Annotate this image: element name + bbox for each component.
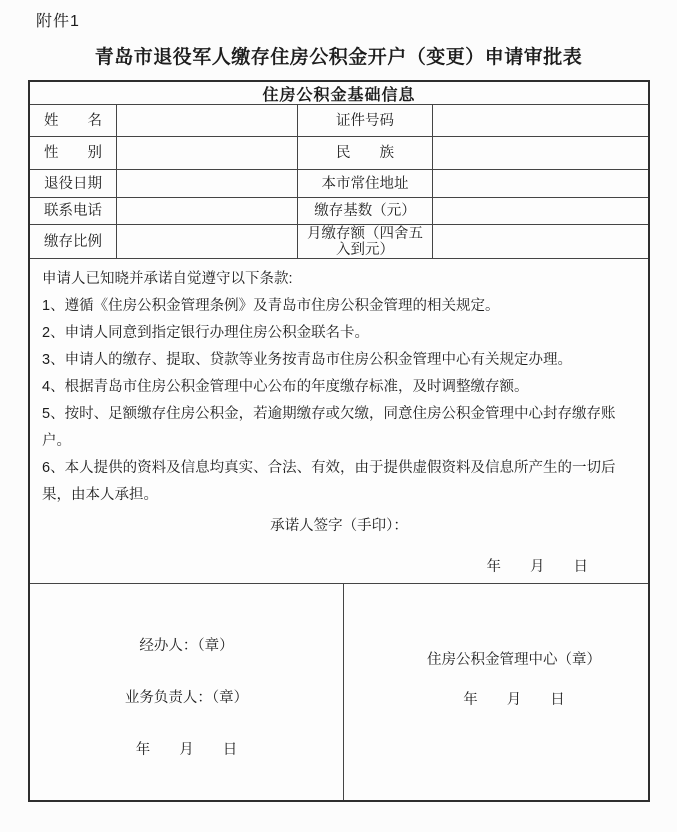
- field-label-monthly-amount: 月缴存额（四舍五入到元）: [298, 225, 433, 258]
- promisor-date-line[interactable]: 年 月 日: [486, 559, 588, 575]
- promisor-signature-label[interactable]: 承诺人签字（手印）：: [270, 518, 408, 534]
- field-value-residence-address[interactable]: [433, 170, 648, 197]
- field-label-ethnicity: 民 族: [298, 137, 433, 169]
- field-value-deposit-ratio[interactable]: [117, 225, 298, 258]
- table-row-gender-ethnicity: [30, 137, 648, 170]
- fund-center-date-line[interactable]: 年 月 日: [463, 692, 565, 708]
- field-label-deposit-base: 缴存基数（元）: [298, 198, 433, 224]
- field-label-deposit-ratio: 缴存比例: [30, 225, 117, 258]
- terms-intro: 申请人已知晓并承诺自觉遵守以下条款:: [42, 271, 293, 287]
- approval-handler-cell: [30, 584, 344, 800]
- field-label-retirement-date: 退役日期: [30, 170, 117, 197]
- table-row-ratio-monthly: [30, 225, 648, 259]
- terms-and-commitment-section: [30, 259, 648, 584]
- terms-item-2: 2、申请人同意到指定银行办理住房公积金联名卡。: [42, 325, 370, 341]
- table-row-phone-base: [30, 198, 648, 225]
- supervisor-seal-label: 业务负责人：（章）: [124, 690, 249, 706]
- field-value-deposit-base[interactable]: [433, 198, 648, 224]
- field-value-phone[interactable]: [117, 198, 298, 224]
- field-value-name[interactable]: [117, 105, 298, 136]
- field-value-id-number[interactable]: [433, 105, 648, 136]
- field-value-ethnicity[interactable]: [433, 137, 648, 169]
- terms-item-1: 1、遵循《住房公积金管理条例》及青岛市住房公积金管理的相关规定。: [42, 298, 500, 314]
- terms-item-3: 3、申请人的缴存、提取、贷款等业务按青岛市住房公积金管理中心有关规定办理。: [42, 352, 573, 368]
- field-value-gender[interactable]: [117, 137, 298, 169]
- approval-center-cell: [362, 584, 666, 800]
- handler-seal-label: 经办人：（章）: [139, 638, 234, 654]
- field-label-residence-address: 本市常住地址: [298, 170, 433, 197]
- field-value-monthly-amount[interactable]: [433, 225, 648, 258]
- field-label-name: 姓 名: [30, 105, 117, 136]
- field-label-phone: 联系电话: [30, 198, 117, 224]
- table-row-retirement-address: [30, 170, 648, 198]
- attachment-label: 附件1: [36, 13, 80, 30]
- handler-date-line[interactable]: 年 月 日: [135, 742, 238, 758]
- approval-section: [30, 584, 648, 800]
- section-header-basic-info: 住房公积金基础信息: [30, 82, 648, 105]
- table-row-name-id: [30, 105, 648, 137]
- field-value-retirement-date[interactable]: [117, 170, 298, 197]
- field-label-id-number: 证件号码: [298, 105, 433, 136]
- terms-item-6: 6、本人提供的资料及信息均真实、合法、有效，由于提供虚假资料及信息所产生的一切后果，由本人承担。: [42, 460, 616, 503]
- terms-item-5: 5、按时、足额缴存住房公积金，若逾期缴存或欠缴，同意住房公积金管理中心封存缴存账户。: [42, 406, 616, 449]
- application-form-table: [28, 80, 650, 802]
- terms-item-4: 4、根据青岛市住房公积金管理中心公布的年度缴存标准，及时调整缴存额。: [42, 379, 529, 395]
- page-title: 青岛市退役军人缴存住房公积金开户（变更）申请审批表: [94, 47, 583, 68]
- fund-center-seal-label: 住房公积金管理中心（章）: [427, 652, 601, 668]
- field-label-gender: 性 别: [30, 137, 117, 169]
